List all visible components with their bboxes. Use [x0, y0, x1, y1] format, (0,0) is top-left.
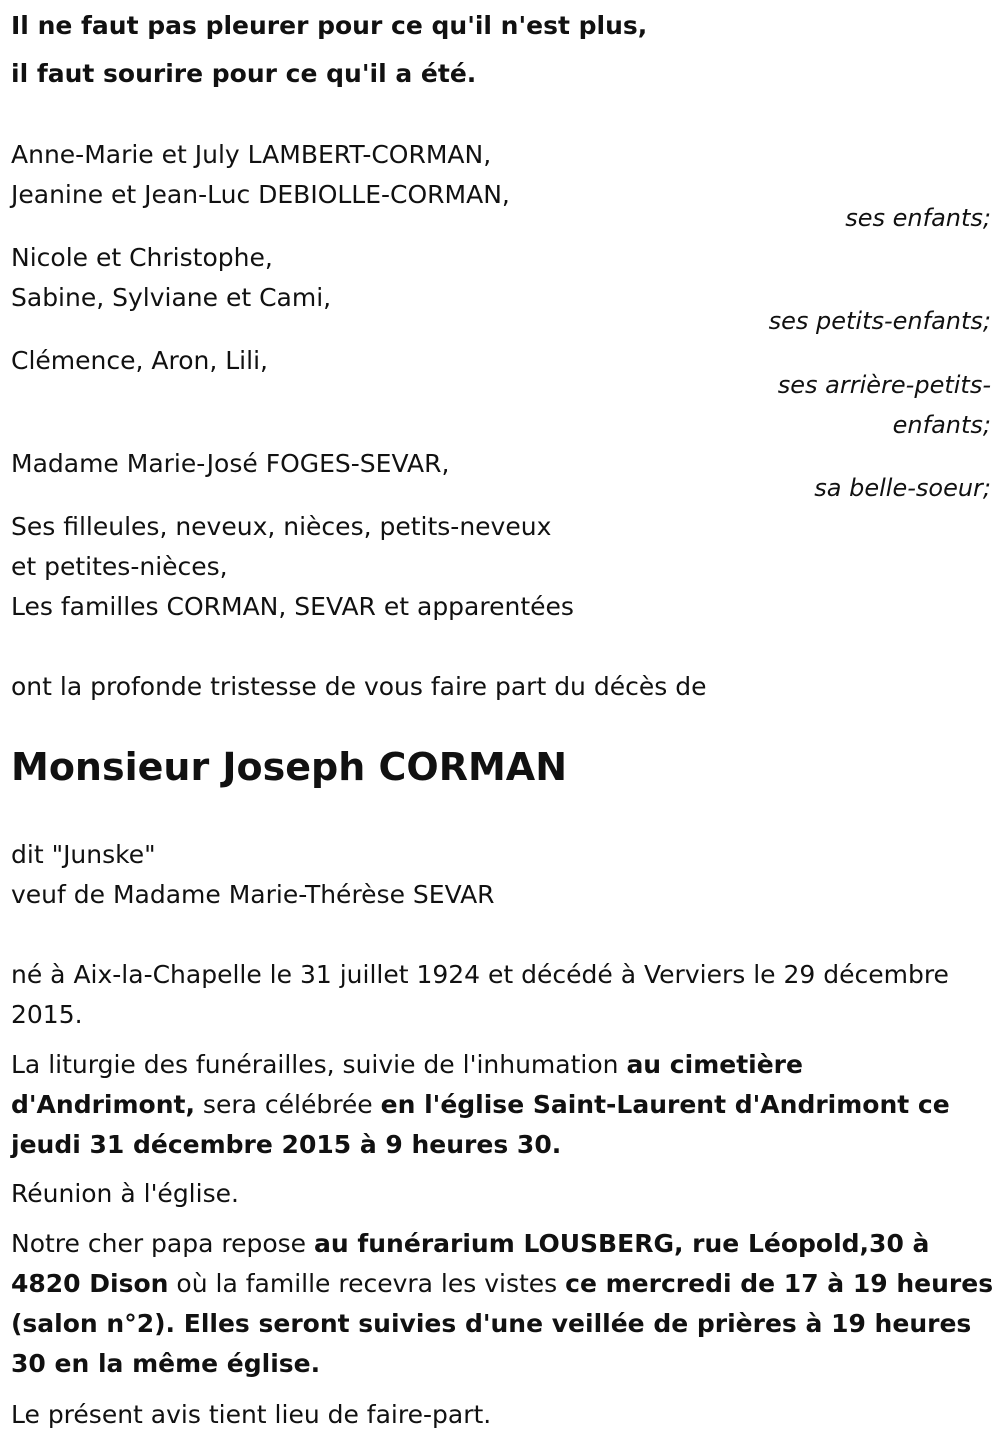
epigraph-line-1: Il ne faut pas pleurer pour ce qu'il n'est plus,	[11, 11, 648, 40]
funeral-paragraph	[11, 1045, 971, 1165]
others-line-1: Ses filleules, neveux, nièces, petits-neveux	[11, 512, 552, 541]
great-grandchildren-role-1: ses arrière-petits-	[777, 371, 991, 399]
visit-funeral-home: au funérarium LOUSBERG, rue Léopold,30 à 4820 Dison	[11, 1229, 930, 1298]
birth-death-paragraph: né à Aix-la-Chapelle le 31 juillet 1924 et décédé à Verviers le 29 décembre 2015.	[11, 960, 949, 1029]
children-role: ses enfants;	[845, 204, 991, 232]
grandchildren-role: ses petits-enfants;	[768, 307, 991, 335]
epigraph-line-2: il faut sourire pour ce qu'il a été.	[11, 59, 477, 88]
great-grandchildren-line: Clémence, Aron, Lili,	[11, 346, 268, 375]
deceased-name: Monsieur Joseph CORMAN	[11, 745, 568, 789]
others-line-3: Les familles CORMAN, SEVAR et apparentées	[11, 592, 574, 621]
others-line-2: et petites-nièces,	[11, 552, 228, 581]
grandchildren-line-1: Nicole et Christophe,	[11, 243, 273, 272]
reunion-paragraph: Réunion à l'église.	[11, 1179, 239, 1208]
visit-schedule: ce mercredi de 17 à 19 heures (salon n°2). Elles seront suivies d'une veillée de prières à 19 heures 30 en la même église.	[11, 1269, 994, 1378]
deceased-nickname: dit "Junske"	[11, 840, 156, 869]
closing-paragraph: Le présent avis tient lieu de faire-part.	[11, 1400, 492, 1429]
grandchildren-line-2: Sabine, Sylviane et Cami,	[11, 283, 332, 312]
visit-text-2: où la famille recevra les vistes	[168, 1269, 566, 1298]
children-line-2: Jeanine et Jean-Luc DEBIOLLE-CORMAN,	[11, 180, 510, 209]
epigraph	[11, 6, 991, 94]
great-grandchildren-role-2: enfants;	[892, 411, 991, 439]
visit-text-1: Notre cher papa repose	[11, 1229, 315, 1258]
deceased-details	[11, 835, 991, 915]
funeral-text-2: sera célébrée	[194, 1090, 381, 1119]
funeral-church-datetime: en l'église Saint-Laurent d'Andrimont ce jeudi 31 décembre 2015 à 9 heures 30.	[11, 1090, 950, 1159]
announcement: ont la profonde tristesse de vous faire part du décès de	[11, 672, 707, 701]
funeral-cemetery: au cimetière d'Andrimont,	[11, 1050, 803, 1119]
funeral-text-1: La liturgie des funérailles, suivie de l'inhumation	[11, 1050, 627, 1079]
visit-paragraph	[11, 1224, 996, 1384]
deceased-widower: veuf de Madame Marie-Thérèse SEVAR	[11, 880, 495, 909]
sister-in-law-role: sa belle-soeur;	[814, 474, 991, 502]
other-relatives-block	[11, 507, 991, 627]
sister-in-law-line: Madame Marie-José FOGES-SEVAR,	[11, 449, 450, 478]
children-line-1: Anne-Marie et July LAMBERT-CORMAN,	[11, 140, 492, 169]
